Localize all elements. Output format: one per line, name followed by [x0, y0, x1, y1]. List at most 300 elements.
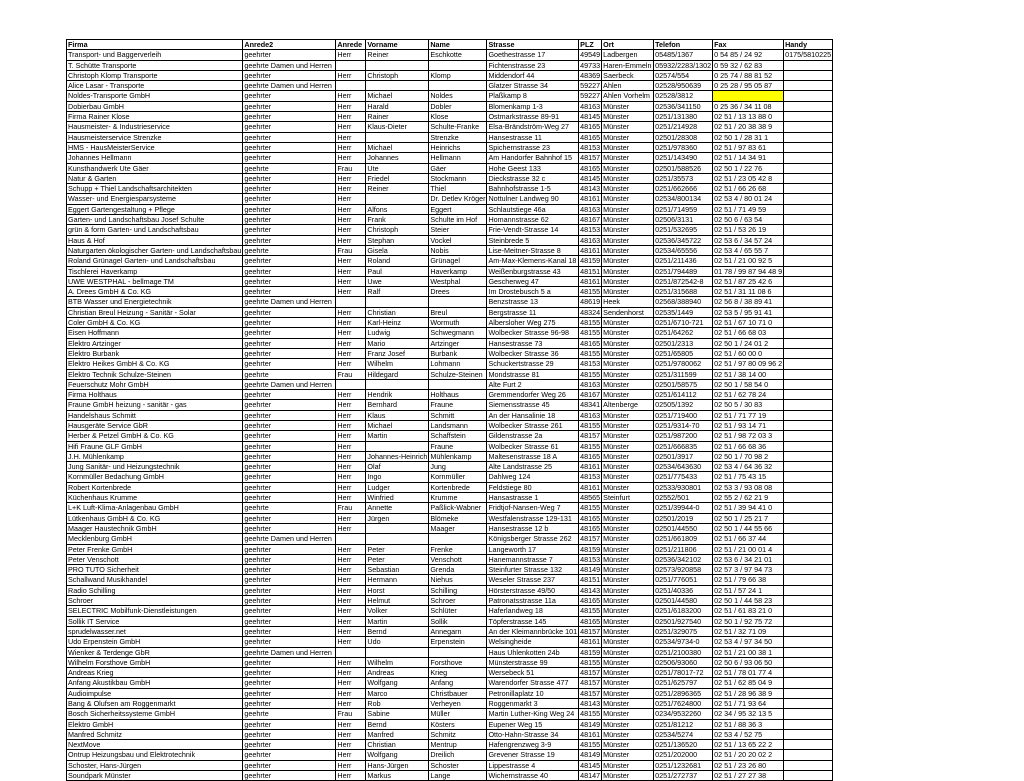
cell-anrede[interactable]: Herr: [336, 472, 366, 482]
cell-strasse[interactable]: Grevener Strasse 19: [487, 750, 579, 760]
cell-name[interactable]: Haverkamp: [429, 266, 487, 276]
cell-fax[interactable]: 02 50 6 / 63 54: [713, 215, 784, 225]
cell-anrede[interactable]: [336, 379, 366, 389]
cell-vorname[interactable]: Christoph: [366, 225, 429, 235]
cell-strasse[interactable]: An der Hansalinie 18: [487, 410, 579, 420]
cell-plz[interactable]: 48159: [580, 544, 601, 554]
cell-firma[interactable]: Udo Erpenstein GmbH: [67, 637, 243, 647]
cell-firma[interactable]: Peter Venschott: [67, 554, 243, 564]
cell-anrede2[interactable]: geehrter: [243, 493, 336, 503]
cell-strasse[interactable]: Hafengrenzweg 3-9: [487, 740, 579, 750]
cell-ort[interactable]: Haren-Emmeln: [602, 60, 654, 70]
cell-strasse[interactable]: Welsingheide: [487, 637, 579, 647]
cell-anrede[interactable]: Herr: [336, 50, 366, 60]
cell-anrede2[interactable]: geehrter: [243, 410, 336, 420]
cell-handy[interactable]: [784, 709, 833, 719]
cell-anrede[interactable]: [336, 534, 366, 544]
cell-telefon[interactable]: 0251/7624800: [654, 699, 713, 709]
cell-vorname[interactable]: Hildegard: [366, 369, 429, 379]
cell-fax[interactable]: 02 51 / 97 83 61: [713, 142, 784, 152]
cell-handy[interactable]: [784, 184, 833, 194]
cell-strasse[interactable]: Plaßkamp 8: [487, 91, 579, 101]
cell-plz[interactable]: 48149: [580, 750, 601, 760]
cell-ort[interactable]: Münster: [602, 637, 654, 647]
cell-vorname[interactable]: Michael: [366, 91, 429, 101]
cell-anrede[interactable]: Herr: [336, 513, 366, 523]
cell-name[interactable]: Eggert: [429, 204, 487, 214]
cell-handy[interactable]: [784, 91, 833, 101]
cell-telefon[interactable]: 02528/3812: [654, 91, 713, 101]
cell-strasse[interactable]: Hansestrasse 12 b: [487, 523, 579, 533]
cell-firma[interactable]: Natur & Garten: [67, 173, 243, 183]
cell-ort[interactable]: Münster: [602, 379, 654, 389]
cell-handy[interactable]: [784, 513, 833, 523]
cell-anrede2[interactable]: geehrter: [243, 276, 336, 286]
cell-fax[interactable]: 02 51 / 39 94 41 0: [713, 503, 784, 513]
cell-anrede2[interactable]: geehrter: [243, 616, 336, 626]
cell-name[interactable]: Schmitz: [429, 729, 487, 739]
cell-telefon[interactable]: 02501/28308: [654, 132, 713, 142]
cell-handy[interactable]: [784, 596, 833, 606]
cell-handy[interactable]: [784, 215, 833, 225]
cell-firma[interactable]: Feuerschutz Mohr GmbH: [67, 379, 243, 389]
cell-plz[interactable]: 48165: [580, 451, 601, 461]
cell-fax[interactable]: 02 53 6 / 34 57 24: [713, 235, 784, 245]
cell-fax[interactable]: 02 51 / 66 37 44: [713, 534, 784, 544]
cell-anrede[interactable]: Herr: [336, 688, 366, 698]
cell-name[interactable]: Thiel: [429, 184, 487, 194]
cell-anrede[interactable]: Herr: [336, 575, 366, 585]
cell-anrede2[interactable]: geehrte Damen und Herren: [243, 647, 336, 657]
cell-vorname[interactable]: Winfried: [366, 493, 429, 503]
cell-firma[interactable]: Haus & Hof: [67, 235, 243, 245]
cell-strasse[interactable]: Wolbecker Strasse 96-98: [487, 328, 579, 338]
cell-fax[interactable]: 02 51 / 71 77 19: [713, 410, 784, 420]
cell-ort[interactable]: Münster: [602, 565, 654, 575]
cell-telefon[interactable]: 02506/3131: [654, 215, 713, 225]
cell-name[interactable]: Strenzke: [429, 132, 487, 142]
cell-fax[interactable]: 02 51 / 66 68 03: [713, 328, 784, 338]
cell-vorname[interactable]: Paul: [366, 266, 429, 276]
cell-fax[interactable]: 02 51 / 66 26 68: [713, 184, 784, 194]
cell-strasse[interactable]: Wolbecker Strasse 261: [487, 420, 579, 430]
cell-anrede2[interactable]: geehrter: [243, 173, 336, 183]
cell-firma[interactable]: BTB Wasser und Energietechnik: [67, 297, 243, 307]
cell-fax[interactable]: 02 51 / 23 26 80: [713, 760, 784, 770]
cell-strasse[interactable]: Weseler Strasse 237: [487, 575, 579, 585]
cell-ort[interactable]: Münster: [602, 420, 654, 430]
cell-anrede[interactable]: Herr: [336, 523, 366, 533]
cell-anrede2[interactable]: geehrter: [243, 318, 336, 328]
cell-anrede[interactable]: Herr: [336, 112, 366, 122]
cell-anrede[interactable]: Herr: [336, 142, 366, 152]
cell-fax[interactable]: 02 51 / 61 83 21 0: [713, 606, 784, 616]
cell-ort[interactable]: Münster: [602, 132, 654, 142]
cell-name[interactable]: Breul: [429, 307, 487, 317]
cell-plz[interactable]: 48161: [580, 462, 601, 472]
cell-plz[interactable]: 48145: [580, 112, 601, 122]
cell-plz[interactable]: 48161: [580, 482, 601, 492]
cell-strasse[interactable]: Weißenburgstrasse 43: [487, 266, 579, 276]
cell-firma[interactable]: Küchenhaus Krumme: [67, 493, 243, 503]
cell-strasse[interactable]: Töpferstrasse 145: [487, 616, 579, 626]
cell-ort[interactable]: Saerbeck: [602, 70, 654, 80]
cell-strasse[interactable]: Wichernstrasse 40: [487, 771, 579, 781]
cell-handy[interactable]: [784, 523, 833, 533]
cell-ort[interactable]: Sendenhorst: [602, 307, 654, 317]
cell-handy[interactable]: [784, 585, 833, 595]
cell-telefon[interactable]: 0251/136520: [654, 740, 713, 750]
cell-ort[interactable]: Münster: [602, 482, 654, 492]
cell-anrede[interactable]: Herr: [336, 596, 366, 606]
cell-firma[interactable]: Christoph Klomp Transporte: [67, 70, 243, 80]
cell-anrede2[interactable]: geehrter: [243, 482, 336, 492]
cell-name[interactable]: Lange: [429, 771, 487, 781]
cell-plz[interactable]: 48143: [580, 184, 601, 194]
cell-handy[interactable]: [784, 688, 833, 698]
cell-firma[interactable]: Peter Frenke GmbH: [67, 544, 243, 554]
cell-vorname[interactable]: Reiner: [366, 50, 429, 60]
column-header-anrede[interactable]: Anrede: [336, 40, 366, 50]
cell-fax[interactable]: 02 51 / 31 11 08 6: [713, 287, 784, 297]
cell-strasse[interactable]: Spichernstrasse 23: [487, 142, 579, 152]
cell-fax[interactable]: 02 51 / 93 14 71: [713, 420, 784, 430]
cell-name[interactable]: Schulze-Steinen: [429, 369, 487, 379]
cell-firma[interactable]: Herber & Petzel GmbH & Co. KG: [67, 431, 243, 441]
cell-anrede[interactable]: Herr: [336, 338, 366, 348]
cell-handy[interactable]: [784, 204, 833, 214]
cell-strasse[interactable]: Gremmendorfer Weg 26: [487, 390, 579, 400]
cell-vorname[interactable]: Stephan: [366, 235, 429, 245]
cell-strasse[interactable]: Lise-Meitner-Strasse 8: [487, 245, 579, 255]
cell-ort[interactable]: Münster: [602, 163, 654, 173]
cell-fax[interactable]: 02 51 / 13 65 22 2: [713, 740, 784, 750]
cell-telefon[interactable]: 0251/775433: [654, 472, 713, 482]
cell-telefon[interactable]: 0251/661809: [654, 534, 713, 544]
cell-anrede[interactable]: Herr: [336, 544, 366, 554]
cell-telefon[interactable]: 02534/9734-0: [654, 637, 713, 647]
cell-strasse[interactable]: Bahnhofstrasse 1-5: [487, 184, 579, 194]
cell-anrede2[interactable]: geehrter: [243, 523, 336, 533]
cell-strasse[interactable]: Blomenkamp 1-3: [487, 101, 579, 111]
cell-anrede2[interactable]: geehrter: [243, 554, 336, 564]
cell-vorname[interactable]: Andreas: [366, 668, 429, 678]
cell-plz[interactable]: 48157: [580, 688, 601, 698]
cell-anrede[interactable]: [336, 60, 366, 70]
cell-anrede[interactable]: Herr: [336, 132, 366, 142]
cell-handy[interactable]: [784, 441, 833, 451]
cell-strasse[interactable]: Schuckertstrasse 29: [487, 359, 579, 369]
cell-ort[interactable]: Münster: [602, 668, 654, 678]
cell-handy[interactable]: [784, 70, 833, 80]
cell-anrede2[interactable]: geehrter: [243, 544, 336, 554]
cell-telefon[interactable]: 0251/625797: [654, 678, 713, 688]
cell-plz[interactable]: 59227: [580, 91, 601, 101]
cell-fax[interactable]: 02 51 / 23 05 42 8: [713, 173, 784, 183]
cell-strasse[interactable]: Homannstrasse 62: [487, 215, 579, 225]
cell-anrede[interactable]: Herr: [336, 328, 366, 338]
cell-name[interactable]: Holthaus: [429, 390, 487, 400]
cell-strasse[interactable]: Hansestrasse 73: [487, 338, 579, 348]
cell-telefon[interactable]: 0251/315688: [654, 287, 713, 297]
cell-plz[interactable]: 48565: [580, 493, 601, 503]
cell-anrede[interactable]: Herr: [336, 699, 366, 709]
cell-plz[interactable]: 48167: [580, 215, 601, 225]
cell-fax[interactable]: 02 50 1 / 28 31 1: [713, 132, 784, 142]
cell-vorname[interactable]: Bernd: [366, 719, 429, 729]
cell-strasse[interactable]: Dahlweg 124: [487, 472, 579, 482]
cell-telefon[interactable]: 02536/345722: [654, 235, 713, 245]
cell-name[interactable]: Klose: [429, 112, 487, 122]
cell-handy[interactable]: [784, 729, 833, 739]
cell-firma[interactable]: Elektro Technik Schulze-Steinen: [67, 369, 243, 379]
cell-anrede2[interactable]: geehrte: [243, 163, 336, 173]
cell-fax[interactable]: 02 51 / 21 00 92 5: [713, 256, 784, 266]
cell-anrede2[interactable]: geehrter: [243, 719, 336, 729]
cell-firma[interactable]: Robert Kortenbrede: [67, 482, 243, 492]
cell-fax[interactable]: 0 25 74 / 88 81 52: [713, 70, 784, 80]
cell-anrede2[interactable]: geehrter: [243, 750, 336, 760]
cell-anrede2[interactable]: geehrter: [243, 606, 336, 616]
cell-anrede2[interactable]: geehrter: [243, 771, 336, 781]
cell-handy[interactable]: [784, 719, 833, 729]
cell-vorname[interactable]: Klaus: [366, 410, 429, 420]
cell-name[interactable]: Grünagel: [429, 256, 487, 266]
cell-vorname[interactable]: Peter: [366, 544, 429, 554]
column-header-handy[interactable]: Handy: [784, 40, 833, 50]
cell-firma[interactable]: Soundpark Münster: [67, 771, 243, 781]
cell-fax[interactable]: 02 51 / 75 43 15: [713, 472, 784, 482]
cell-ort[interactable]: Münster: [602, 142, 654, 152]
cell-telefon[interactable]: 02568/388940: [654, 297, 713, 307]
cell-plz[interactable]: 48151: [580, 266, 601, 276]
cell-telefon[interactable]: 0251/978360: [654, 142, 713, 152]
cell-plz[interactable]: 48165: [580, 338, 601, 348]
cell-ort[interactable]: Münster: [602, 276, 654, 286]
cell-vorname[interactable]: Roland: [366, 256, 429, 266]
column-header-plz[interactable]: PLZ: [579, 40, 602, 50]
cell-ort[interactable]: Münster: [602, 503, 654, 513]
cell-plz[interactable]: 48163: [580, 204, 601, 214]
cell-ort[interactable]: Münster: [602, 431, 654, 441]
cell-strasse[interactable]: Feldstiege 80: [487, 482, 579, 492]
cell-anrede2[interactable]: geehrter: [243, 338, 336, 348]
cell-vorname[interactable]: [366, 534, 429, 544]
cell-handy[interactable]: [784, 81, 833, 91]
cell-handy[interactable]: [784, 338, 833, 348]
cell-fax[interactable]: 02 51 / 79 66 38: [713, 575, 784, 585]
cell-vorname[interactable]: Bernhard: [366, 400, 429, 410]
cell-anrede2[interactable]: geehrter: [243, 420, 336, 430]
cell-firma[interactable]: Manfred Schmitz: [67, 729, 243, 739]
cell-ort[interactable]: Münster: [602, 554, 654, 564]
cell-strasse[interactable]: Maltesenstrasse 18 A: [487, 451, 579, 461]
cell-vorname[interactable]: [366, 194, 429, 204]
cell-telefon[interactable]: 02534/5274: [654, 729, 713, 739]
cell-firma[interactable]: L+K Luft-Klima-Anlagenbau GmbH: [67, 503, 243, 513]
cell-ort[interactable]: Ahlen Vorhelm: [602, 91, 654, 101]
cell-fax[interactable]: 02 51 / 20 38 38 9: [713, 122, 784, 132]
cell-plz[interactable]: 48167: [580, 390, 601, 400]
cell-handy[interactable]: [784, 668, 833, 678]
cell-vorname[interactable]: Manfred: [366, 729, 429, 739]
cell-anrede[interactable]: Herr: [336, 400, 366, 410]
cell-anrede2[interactable]: geehrter: [243, 235, 336, 245]
cell-handy[interactable]: [784, 369, 833, 379]
cell-plz[interactable]: 48157: [580, 668, 601, 678]
cell-name[interactable]: Schoster: [429, 760, 487, 770]
cell-ort[interactable]: Münster: [602, 688, 654, 698]
cell-vorname[interactable]: Karl-Heinz: [366, 318, 429, 328]
cell-anrede[interactable]: Herr: [336, 668, 366, 678]
cell-vorname[interactable]: Udo: [366, 637, 429, 647]
cell-anrede2[interactable]: geehrter: [243, 441, 336, 451]
cell-firma[interactable]: Schupp + Thiel Landschaftsarchitekten: [67, 184, 243, 194]
cell-plz[interactable]: 48161: [580, 245, 601, 255]
cell-vorname[interactable]: Hermann: [366, 575, 429, 585]
cell-anrede[interactable]: Herr: [336, 287, 366, 297]
cell-anrede2[interactable]: geehrter: [243, 678, 336, 688]
cell-fax[interactable]: 0 25 36 / 34 11 08: [713, 101, 784, 111]
cell-strasse[interactable]: Wolbecker Strasse 36: [487, 348, 579, 358]
cell-anrede2[interactable]: geehrter: [243, 451, 336, 461]
cell-anrede[interactable]: Herr: [336, 760, 366, 770]
cell-plz[interactable]: 48153: [580, 225, 601, 235]
cell-ort[interactable]: Münster: [602, 699, 654, 709]
cell-plz[interactable]: 48155: [580, 606, 601, 616]
cell-fax[interactable]: 02 53 4 / 52 75: [713, 729, 784, 739]
cell-telefon[interactable]: 02552/501: [654, 493, 713, 503]
cell-handy[interactable]: [784, 122, 833, 132]
cell-handy[interactable]: [784, 678, 833, 688]
cell-handy[interactable]: [784, 307, 833, 317]
cell-strasse[interactable]: Bergstrasse 11: [487, 307, 579, 317]
cell-plz[interactable]: 48165: [580, 596, 601, 606]
cell-firma[interactable]: Tischlerei Haverkamp: [67, 266, 243, 276]
cell-ort[interactable]: Münster: [602, 585, 654, 595]
cell-strasse[interactable]: Gildenstrasse 2a: [487, 431, 579, 441]
cell-telefon[interactable]: 0251/143490: [654, 153, 713, 163]
cell-name[interactable]: [429, 81, 487, 91]
cell-firma[interactable]: Elektro Heikes GmbH & Co. KG: [67, 359, 243, 369]
cell-handy[interactable]: [784, 245, 833, 255]
cell-vorname[interactable]: Friedel: [366, 173, 429, 183]
cell-anrede[interactable]: Herr: [336, 266, 366, 276]
cell-handy[interactable]: [784, 101, 833, 111]
cell-vorname[interactable]: Michael: [366, 142, 429, 152]
cell-strasse[interactable]: Königsberger Strasse 262: [487, 534, 579, 544]
cell-plz[interactable]: 48155: [580, 740, 601, 750]
cell-telefon[interactable]: 0251/35573: [654, 173, 713, 183]
cell-fax[interactable]: 02 51 / 97 80 09 96 2: [714, 359, 783, 369]
cell-strasse[interactable]: Fridtjof-Nansen-Weg 7: [487, 503, 579, 513]
cell-plz[interactable]: 48155: [580, 420, 601, 430]
cell-name[interactable]: Anfang: [429, 678, 487, 688]
cell-anrede[interactable]: Herr: [336, 359, 366, 369]
cell-anrede2[interactable]: geehrter: [243, 513, 336, 523]
cell-anrede[interactable]: Herr: [336, 606, 366, 616]
cell-vorname[interactable]: [366, 523, 429, 533]
cell-handy[interactable]: [784, 606, 833, 616]
cell-plz[interactable]: 48165: [580, 523, 601, 533]
cell-telefon[interactable]: 02528/950639: [654, 81, 713, 91]
column-header-ort[interactable]: Ort: [602, 40, 654, 50]
cell-firma[interactable]: Eggert Gartengestaltung + Pflege: [67, 204, 243, 214]
cell-strasse[interactable]: Haus Uhlenkotten 24b: [487, 647, 579, 657]
cell-firma[interactable]: Johannes Hellmann: [67, 153, 243, 163]
cell-firma[interactable]: Wienker & Terdenge GbR: [67, 647, 243, 657]
cell-fax[interactable]: 02 51 / 53 26 19: [713, 225, 784, 235]
cell-name[interactable]: Schmitt: [429, 410, 487, 420]
cell-anrede2[interactable]: geehrter: [243, 91, 336, 101]
cell-strasse[interactable]: Benzstrasse 13: [487, 297, 579, 307]
cell-anrede[interactable]: Herr: [336, 225, 366, 235]
cell-fax[interactable]: 0 25 28 / 95 05 87: [713, 81, 784, 91]
cell-name[interactable]: Heinrichs: [429, 142, 487, 152]
cell-anrede[interactable]: Herr: [336, 91, 366, 101]
cell-strasse[interactable]: Am-Max-Klemens-Kanal 18: [487, 256, 579, 266]
cell-ort[interactable]: Münster: [602, 657, 654, 667]
cell-anrede[interactable]: Herr: [336, 70, 366, 80]
cell-telefon[interactable]: 0251/272737: [654, 771, 713, 781]
cell-firma[interactable]: Fraune GmbH heizung - sanitär - gas: [67, 400, 243, 410]
cell-plz[interactable]: 48165: [580, 616, 601, 626]
cell-telefon[interactable]: 05932/2283/1302: [655, 60, 712, 70]
cell-vorname[interactable]: Ralf: [366, 287, 429, 297]
cell-name[interactable]: Vockel: [429, 235, 487, 245]
cell-telefon[interactable]: 02573/920858: [654, 565, 713, 575]
cell-anrede[interactable]: Frau: [336, 709, 366, 719]
cell-fax[interactable]: 02 51 / 67 10 71 0: [713, 318, 784, 328]
cell-telefon[interactable]: 02534/800134: [654, 194, 713, 204]
cell-vorname[interactable]: Olaf: [366, 462, 429, 472]
cell-name[interactable]: Lohmann: [429, 359, 487, 369]
cell-fax[interactable]: 02 50 1 / 24 01 2: [713, 338, 784, 348]
cell-handy[interactable]: [784, 472, 833, 482]
cell-firma[interactable]: PRO TUTO Sicherheit: [67, 565, 243, 575]
cell-anrede2[interactable]: geehrter: [243, 256, 336, 266]
cell-firma[interactable]: Elektro GmbH: [67, 719, 243, 729]
cell-firma[interactable]: Eisen Hoffmann: [67, 328, 243, 338]
cell-firma[interactable]: Maager Haustechnik GmbH: [67, 523, 243, 533]
cell-name[interactable]: Stockmann: [429, 173, 487, 183]
cell-vorname[interactable]: Ute: [366, 163, 429, 173]
cell-handy[interactable]: [784, 256, 833, 266]
cell-name[interactable]: Eschkotte: [429, 50, 487, 60]
cell-strasse[interactable]: Münsterstrasse 99: [487, 657, 579, 667]
cell-anrede2[interactable]: geehrter: [243, 204, 336, 214]
cell-telefon[interactable]: 0251/329075: [654, 626, 713, 636]
cell-telefon[interactable]: 0251/987200: [654, 431, 713, 441]
column-header-firma[interactable]: Firma: [67, 40, 243, 50]
cell-firma[interactable]: Audioimpulse: [67, 688, 243, 698]
cell-ort[interactable]: Münster: [602, 740, 654, 750]
cell-telefon[interactable]: 0251/872542-8: [654, 276, 713, 286]
cell-handy[interactable]: [784, 431, 833, 441]
cell-anrede2[interactable]: geehrter: [243, 359, 336, 369]
cell-fax[interactable]: 02 53 4 / 80 01 24: [713, 194, 784, 204]
cell-strasse[interactable]: Langeworth 17: [487, 544, 579, 554]
cell-strasse[interactable]: Petronillaplatz 10: [487, 688, 579, 698]
cell-handy[interactable]: [784, 503, 833, 513]
cell-plz[interactable]: 48145: [580, 173, 601, 183]
cell-anrede2[interactable]: geehrter: [243, 657, 336, 667]
cell-anrede2[interactable]: geehrte: [243, 503, 336, 513]
cell-handy[interactable]: [784, 637, 833, 647]
cell-strasse[interactable]: Middendorf 44: [487, 70, 579, 80]
cell-anrede2[interactable]: geehrter: [243, 699, 336, 709]
cell-strasse[interactable]: Martin Luther-King Weg 24: [487, 709, 579, 719]
